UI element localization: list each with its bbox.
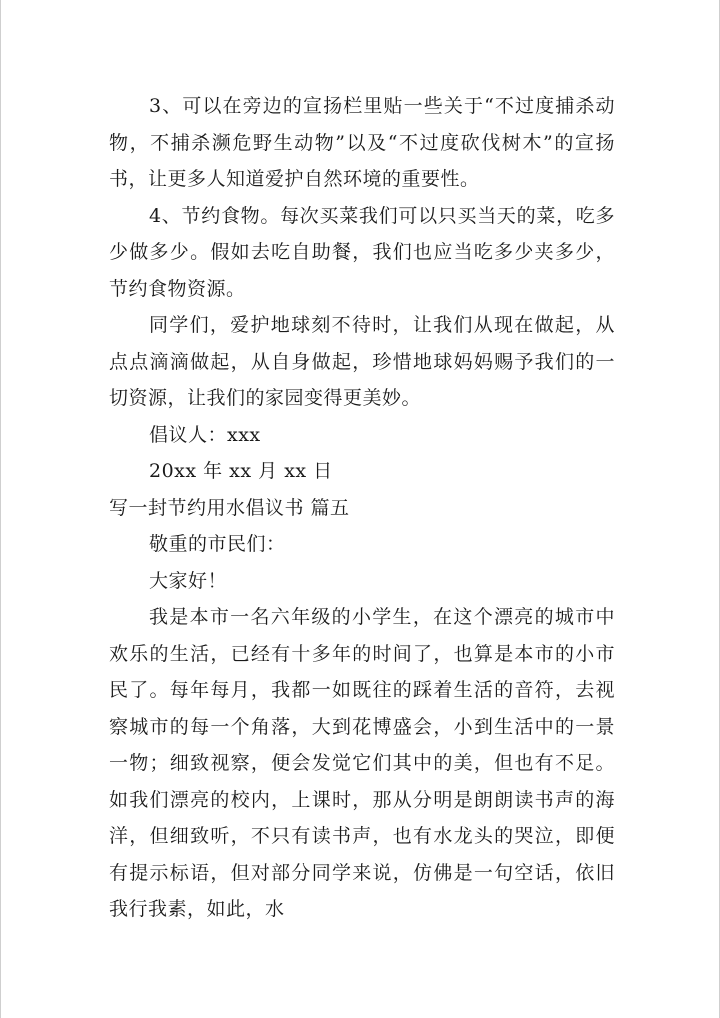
document-body <box>109 88 615 928</box>
section-heading: 写一封节约用水倡议书 篇五 <box>109 496 350 519</box>
greeting: 大家好！ <box>149 569 228 592</box>
paragraph-item-4: 4、节约食物。每次买菜我们可以只买当天的菜，吃多少做多少。假如去吃自助餐，我们也应当吃多少夹多少，节约食物资源。 <box>109 204 615 300</box>
salutation: 敬重的市民们： <box>149 533 286 555</box>
signature-date: 20xx 年 xx 月 xx 日 <box>149 460 333 482</box>
body-paragraph: 我是本市一名六年级的小学生，在这个漂亮的城市中欢乐的生活，已经有十多年的时间了，也算是本市的小市民了。每年每月，我都一如既往的踩着生活的音符，去视察城市的每一个角落，大到花博盛会，小到生活中的一景一物；细致视察，便会发觉它们其中的美，但也有不足。如我们漂亮的校内，上课时，那从分明是朗朗读书声的海洋，但细致听，不只有读书声，也有水龙头的哭泣，即便有提示标语，但对部分同学来说，仿佛是一句空话，依旧我行我素，如此，水 <box>109 606 615 920</box>
paragraph-item-3: 3、可以在旁边的宣扬栏里贴一些关于“不过度捕杀动物，不捕杀濒危野生动物”以及“不过度砍伐树木”的宣扬书，让更多人知道爱护自然环境的重要性。 <box>109 95 615 190</box>
signature-proposer: 倡议人：xxx <box>149 423 261 446</box>
paragraph-appeal: 同学们，爱护地球刻不待时，让我们从现在做起，从点点滴滴做起，从自身做起，珍惜地球妈妈赐予我们的一切资源，让我们的家园变得更美妙。 <box>109 314 615 409</box>
